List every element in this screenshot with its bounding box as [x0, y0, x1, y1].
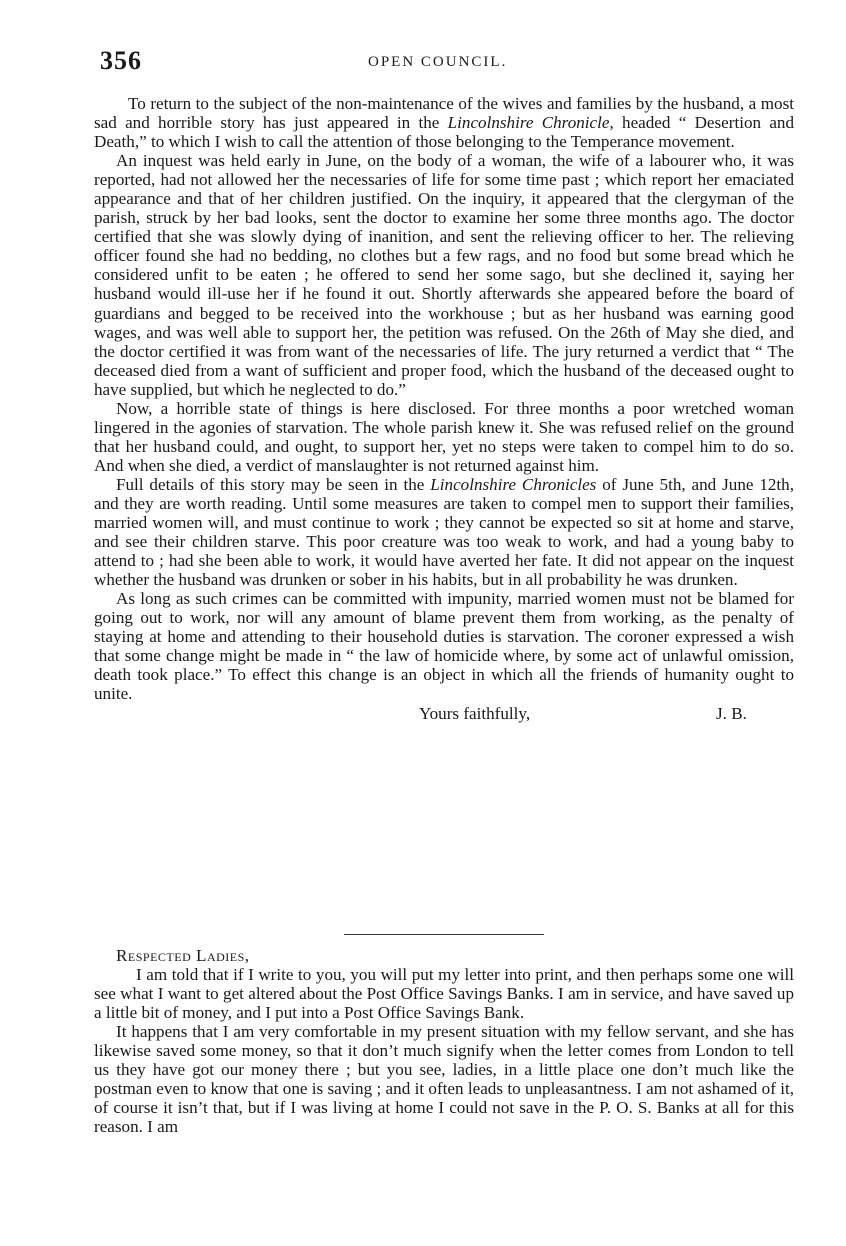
paragraph: To return to the subject of the non-maintenance of the wives and families by the husband, a most sad and horrible story has just appeared in the Lincolnshire Chronicle, headed “ Desertion and Death,” to which I wish to call the attention of those belonging to the Temperance movement. [94, 94, 794, 152]
section-divider [344, 934, 544, 935]
page-header [100, 46, 800, 80]
paragraph: Full details of this story may be seen in the Lincolnshire Chronicles of June 5th, and June 12th, and they are worth reading. Until some measures are taken to compel men to support their families, married women will, and must continue to work ; they cannot be expected so sit at home and starve, and see their children starve. This poor creature was too weak to work, and had a young baby to attend to ; had she been able to work, it would have averted her fate. It did not appear on the inquest whether the husband was drunken or sober in his habits, but in all probability he was drunken. [94, 474, 794, 590]
letter-temperance [94, 94, 794, 723]
letter-savings-banks [94, 946, 794, 1136]
paragraph: Now, a horrible state of things is here disclosed. For three months a poor wretched woman lingered in the agonies of starvation. The whole parish knew it. She was refused relief on the ground that her husband could, and ought, to support her, yet no steps were taken to compel him to do so. And when she died, a verdict of manslaughter is not returned against him. [94, 398, 794, 475]
publication-title: Lincolnshire Chronicles [430, 474, 597, 494]
paragraph: As long as such crimes can be committed with impunity, married women must not be blamed for going out to work, nor will any amount of blame prevent them from working, as the penalty of staying at home and attending to their household duties is starvation. The coroner expressed a wish that some change might be made in “ the law of homicide where, by some act of unlawful omission, death took place.” To effect this change is an object in which all the friends of humanity ought to unite. [94, 589, 794, 704]
publication-title: Lincolnshire Chronicle [447, 113, 610, 133]
running-head: OPEN COUNCIL. [368, 54, 508, 70]
paragraph: It happens that I am very comfortable in my present situation with my fellow servant, and she has likewise saved some money, so that it don’t much signify when the letter comes from London to tell us they have got our money there ; but you see, ladies, in a little place one don’t much like the postman even to know that one is saving ; and it often leads to unpleasantness. I am not ashamed of it, of course it isn’t that, but if I was living at home I could not save in the P. O. S. Banks at all for this reason. I am [94, 1022, 794, 1137]
paragraph: I am told that if I write to you, you will put my letter into print, and then perhaps some one will see what I want to get altered about the Post Office Savings Banks. I am in service, and have saved up a little bit of money, and I put into a Post Office Savings Bank. [94, 965, 794, 1023]
page-number: 356 [100, 46, 142, 75]
signoff [94, 704, 794, 723]
salutation: Respected Ladies, [116, 946, 250, 965]
closing: Yours faithfully, [419, 703, 531, 723]
signature-initials: J. B. [716, 703, 747, 723]
paragraph: An inquest was held early in June, on the body of a woman, the wife of a labourer who, it was reported, had not allowed her the necessaries of life for some time past ; which report her emaciated appearance and that of her children justified. On the inquiry, it appeared that the clergyman of the parish, struck by her bad looks, sent the doctor to examine her some three months ago. The doctor certified that she was slowly dying of inanition, and sent the relieving officer to her. The relieving officer found she had no bedding, no clothes but a few rags, and no food but some bread which he considered unfit to be eaten ; he offered to send her some sago, but she declined it, saying her husband would ill-use her if he found it out. Shortly afterwards she appeared before the board of guardians and begged to be received into the workhouse ; but as her husband was earning good wages, and was well able to support her, the petition was refused. On the 26th of May she died, and the doctor certified it was from want of the necessaries of life. The jury returned a verdict that “ The deceased died from a want of sufficient and proper food, which the husband of the deceased ought to have supplied, but which he neglected to do.” [94, 151, 794, 399]
